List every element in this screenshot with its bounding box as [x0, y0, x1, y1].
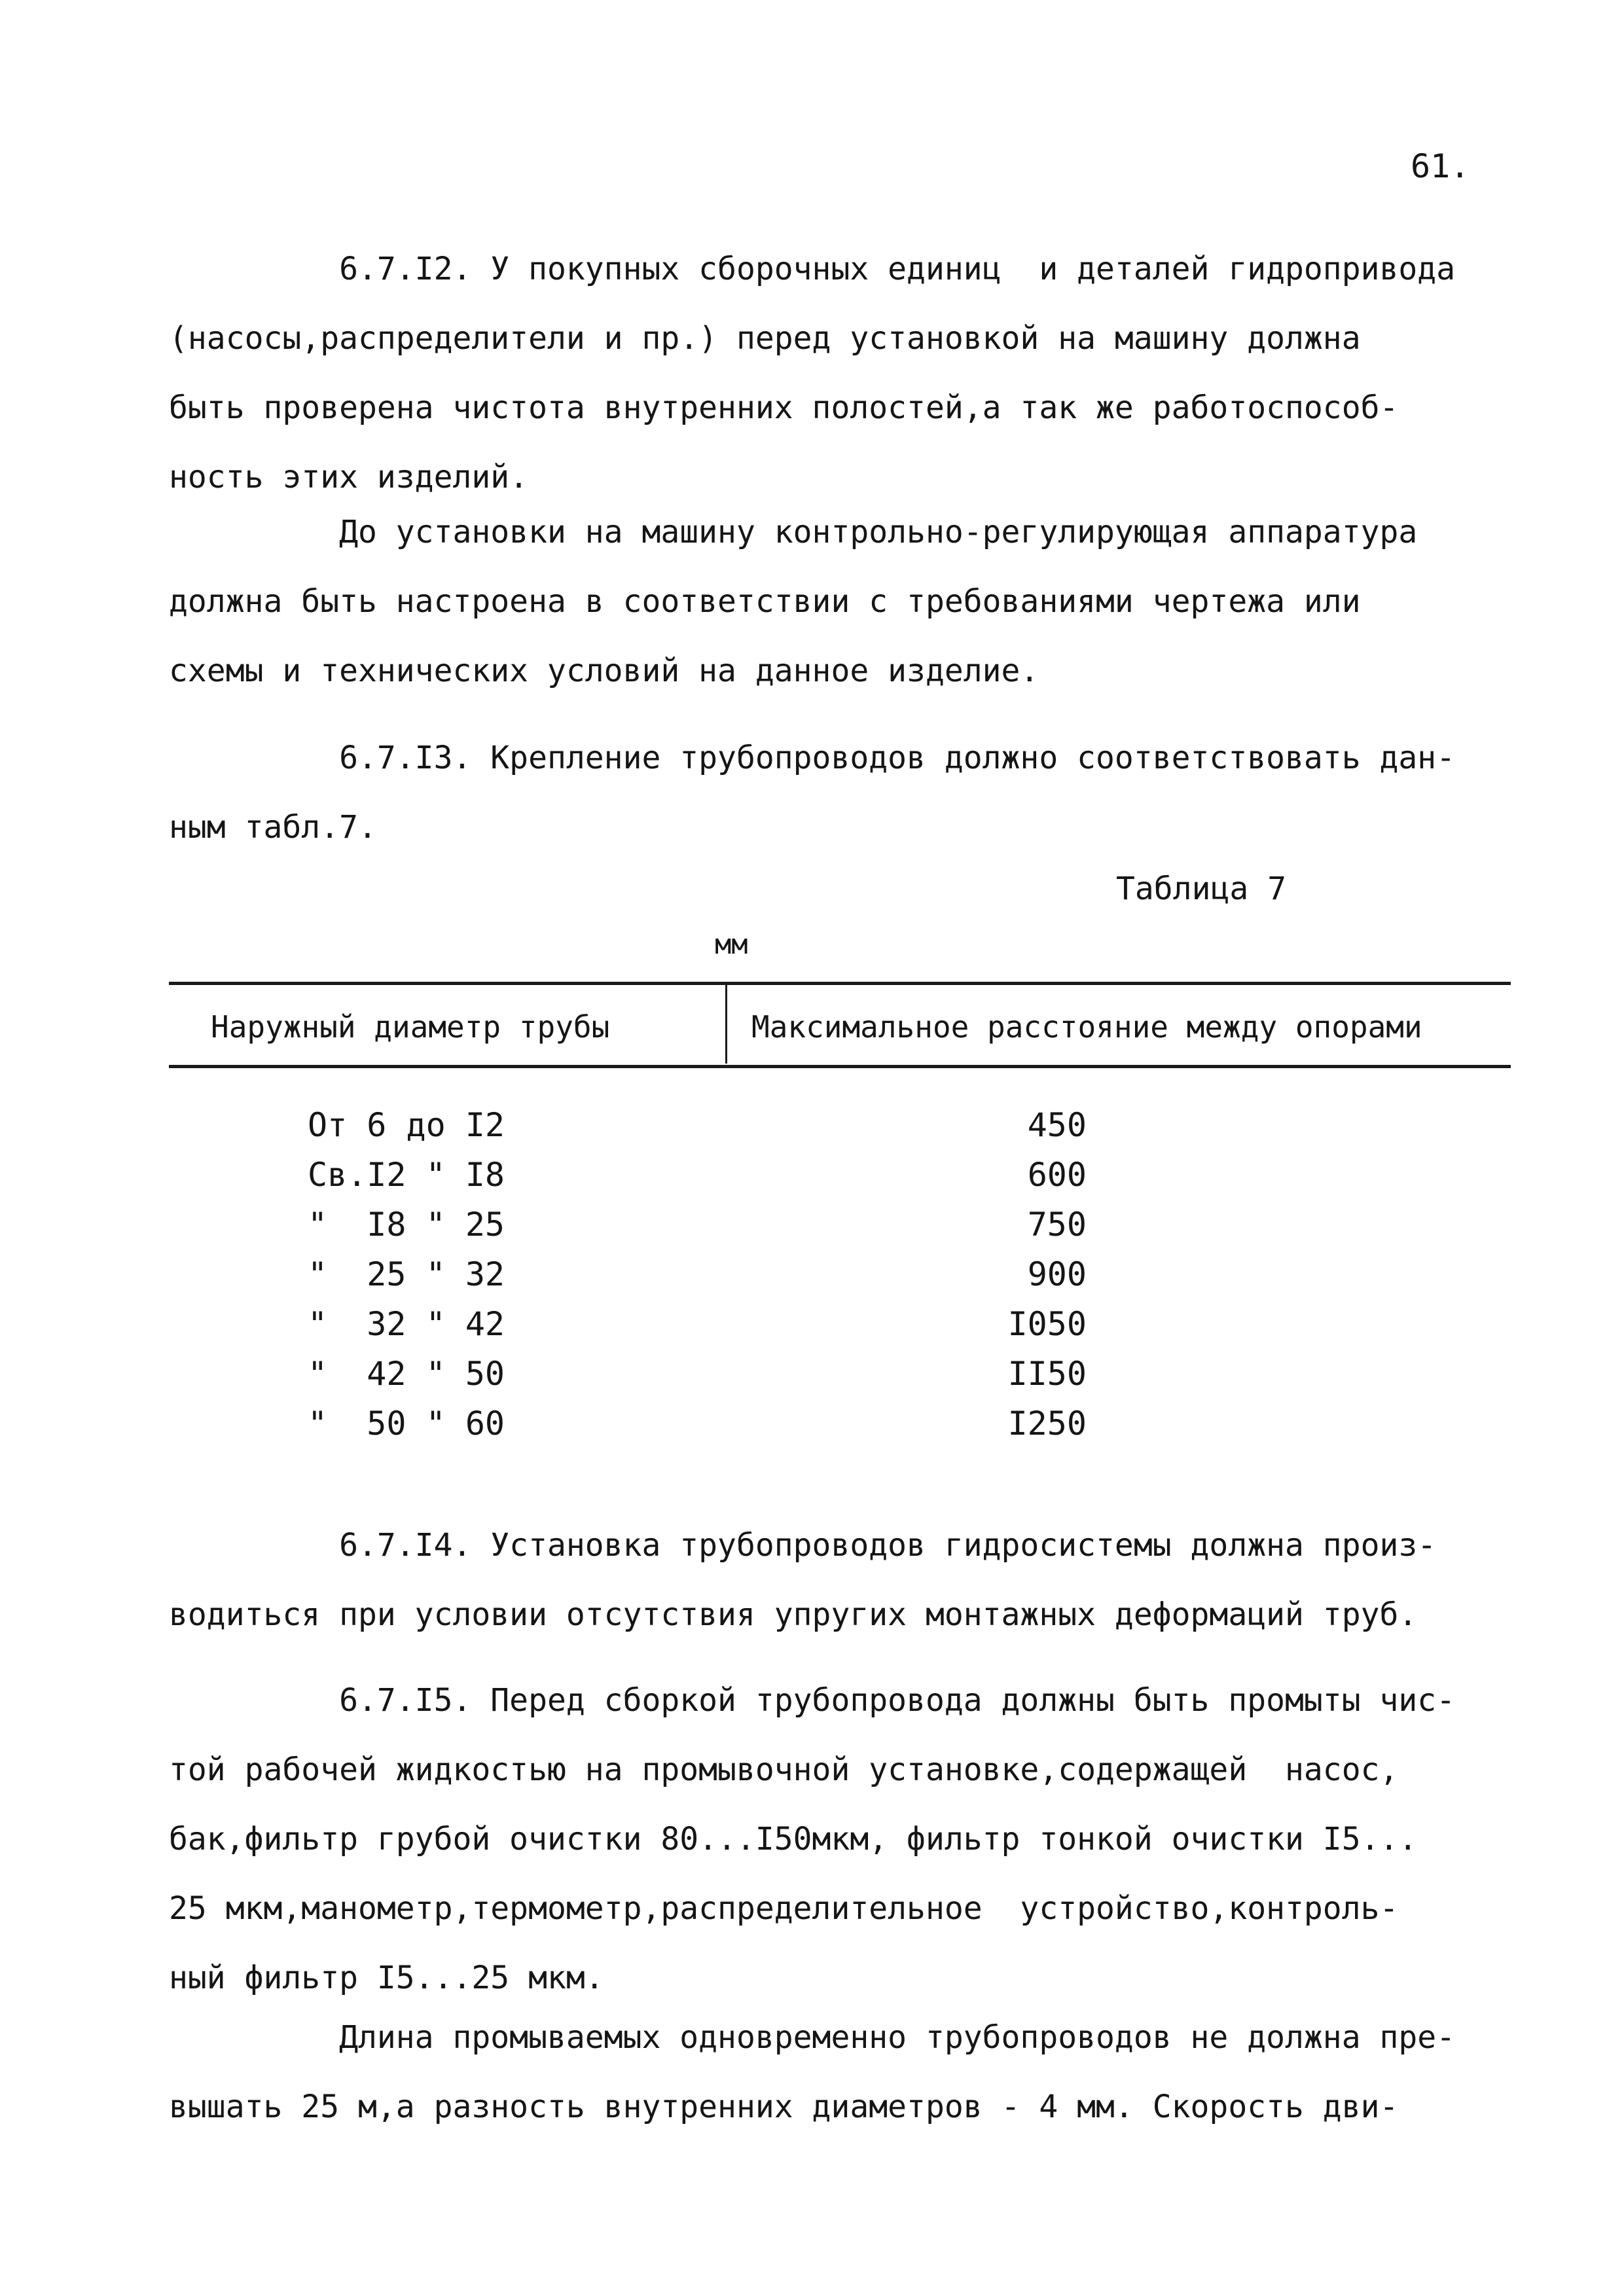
paragraph-6-7-13	[169, 723, 1511, 862]
text-line: (насосы,распределители и пр.) перед установкой на машину должна	[169, 320, 1361, 357]
table-cell-distance: 900	[1027, 1255, 1087, 1293]
table-body	[0, 1106, 1624, 1454]
table-header-max-distance: Максимальное расстояние между опорами	[751, 1009, 1422, 1045]
table-row	[0, 1405, 1624, 1454]
table-cell-distance: 750	[1027, 1206, 1087, 1244]
table-cell-range: От 6 до I2	[308, 1106, 505, 1144]
text-line: схемы и технических условий на данное изделие.	[169, 653, 1039, 689]
text-line: должна быть настроена в соответствии с требованиями чертежа или	[169, 583, 1361, 620]
table-unit: мм	[715, 928, 748, 960]
table-row	[0, 1305, 1624, 1355]
paragraph-6-7-12	[169, 234, 1511, 512]
table-cell-distance: 450	[1027, 1106, 1087, 1144]
page-number: 61.	[1411, 147, 1470, 185]
text-line: 25 мкм,манометр,термометр,распределительное устройство,контроль-	[169, 1890, 1399, 1927]
table-cell-range: " 42 " 50	[308, 1355, 505, 1393]
table-cell-range: " 25 " 32	[308, 1255, 505, 1293]
paragraph-6-7-15	[169, 1666, 1511, 2013]
table-top-rule	[169, 982, 1511, 985]
paragraph-6-7-15-continued	[169, 2003, 1511, 2142]
table-row	[0, 1106, 1624, 1156]
table-cell-distance: 600	[1027, 1156, 1087, 1194]
table-cell-range: " I8 " 25	[308, 1206, 505, 1244]
text-line: ный фильтр I5...25 мкм.	[169, 1960, 604, 1996]
text-line: водиться при условии отсутствия упругих монтажных деформаций труб.	[169, 1596, 1418, 1633]
table-header-rule	[169, 1065, 1511, 1068]
table-cell-distance: II50	[1007, 1355, 1087, 1393]
text-line: ным табл.7.	[169, 809, 377, 846]
table-row	[0, 1255, 1624, 1305]
text-line: бак,фильтр грубой очистки 80...I50мкм, фильтр тонкой очистки I5...	[169, 1821, 1418, 1857]
table-column-divider	[725, 985, 727, 1064]
table-header-outer-diameter: Наружный диаметр трубы	[211, 1009, 610, 1045]
table-row	[0, 1355, 1624, 1405]
paragraph-6-7-12-continued	[169, 497, 1511, 706]
table-cell-distance: I250	[1007, 1405, 1087, 1443]
text-line: Длина промываемых одновременно трубопроводов не должна пре-	[169, 2019, 1456, 2056]
text-line: 6.7.I3. Крепление трубопроводов должно соответствовать дан-	[169, 740, 1456, 776]
text-line: 6.7.I4. Установка трубопроводов гидросистемы должна произ-	[169, 1527, 1437, 1564]
table-cell-range: " 32 " 42	[308, 1305, 505, 1343]
table-cell-range: Св.I2 " I8	[308, 1156, 505, 1194]
text-line: 6.7.I5. Перед сборкой трубопровода должны быть промыты чис-	[169, 1682, 1456, 1719]
text-line: вышать 25 м,а разность внутренних диаметров - 4 мм. Скорость дви-	[169, 2089, 1399, 2125]
text-line: той рабочей жидкостью на промывочной установке,содержащей насос,	[169, 1751, 1399, 1788]
table-row	[0, 1156, 1624, 1206]
paragraph-6-7-14	[169, 1511, 1511, 1649]
table-cell-distance: I050	[1007, 1305, 1087, 1343]
text-line: 6.7.I2. У покупных сборочных единиц и деталей гидропривода	[169, 251, 1456, 287]
text-line: быть проверена чистота внутренних полостей,а так же работоспособ-	[169, 389, 1399, 426]
table-title: Таблица 7	[1116, 870, 1287, 907]
table-cell-range: " 50 " 60	[308, 1405, 505, 1443]
text-line: До установки на машину контрольно-регулирующая аппаратура	[169, 514, 1418, 550]
table-row	[0, 1206, 1624, 1255]
text-line: ность этих изделий.	[169, 459, 529, 495]
